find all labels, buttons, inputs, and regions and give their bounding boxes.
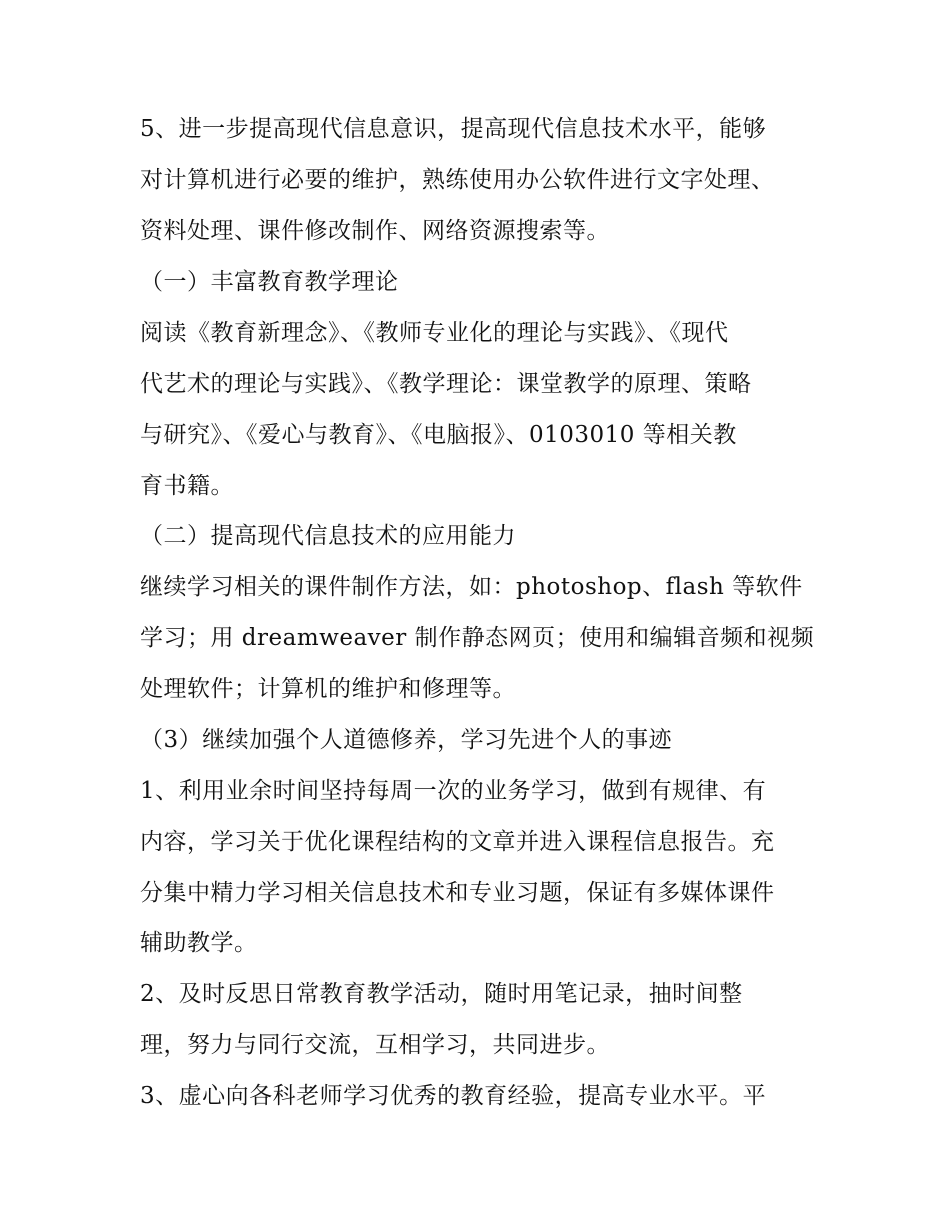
item-1-line-2: 内容，学习关于优化课程结构的文章并进入课程信息报告。充 [140, 829, 775, 855]
item-1-line-4: 辅助教学。 [140, 930, 258, 956]
paragraph-5-line-3: 资料处理、课件修改制作、网络资源搜索等。 [140, 218, 610, 244]
reading-list-line-4: 育书籍。 [140, 473, 234, 499]
section-heading-3: （3）继续加强个人道德修养，学习先进个人的事迹 [140, 727, 673, 753]
item-1-line-3: 分集中精力学习相关信息技术和专业习题，保证有多媒体课件 [140, 880, 775, 906]
item-3-line-1: 3、虚心向各科老师学习优秀的教育经验，提高专业水平。平 [140, 1083, 767, 1109]
tech-skills-line-3: 处理软件；计算机的维护和修理等。 [140, 676, 516, 702]
item-2-line-1: 2、及时反思日常教育教学活动，随时用笔记录，抽时间整 [140, 981, 743, 1007]
item-2-line-2: 理，努力与同行交流，互相学习，共同进步。 [140, 1032, 610, 1058]
item-1-line-1: 1、利用业余时间坚持每周一次的业务学习，做到有规律、有 [140, 778, 767, 804]
paragraph-5-line-1: 5、进一步提高现代信息意识，提高现代信息技术水平，能够 [140, 116, 767, 142]
tech-skills-line-1: 继续学习相关的课件制作方法，如：photoshop、flash 等软件 [140, 574, 803, 600]
section-heading-2: （二）提高现代信息技术的应用能力 [140, 523, 516, 549]
reading-list-line-2: 代艺术的理论与实践》、《教学理论：课堂教学的原理、策略 [140, 371, 752, 397]
tech-skills-line-2: 学习；用 dreamweaver 制作静态网页；使用和编辑音频和视频 [140, 625, 815, 651]
section-heading-1: （一）丰富教育教学理论 [140, 269, 399, 295]
reading-list-line-1: 阅读《教育新理念》、《教师专业化的理论与实践》、《现代 [140, 320, 729, 346]
paragraph-5-line-2: 对计算机进行必要的维护，熟练使用办公软件进行文字处理、 [140, 167, 775, 193]
reading-list-line-3: 与研究》、《爱心与教育》、《电脑报》、0103010 等相关教 [140, 422, 737, 448]
